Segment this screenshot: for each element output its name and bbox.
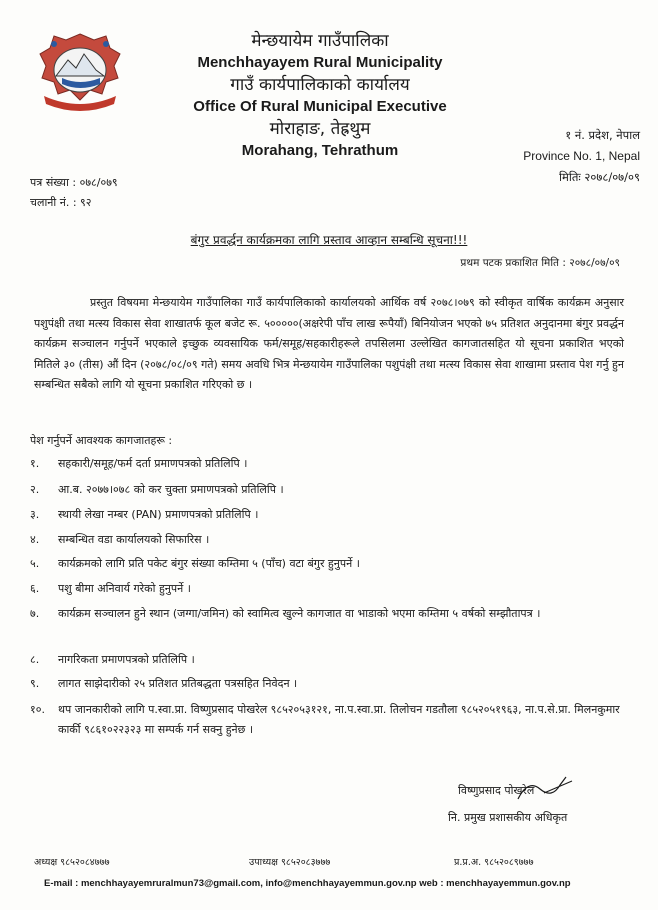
item-number: ५. xyxy=(30,557,40,570)
item-number: ३. xyxy=(30,508,40,521)
chair-contact: अध्यक्ष ९८५२०८४७७७ xyxy=(34,857,110,868)
item-number: ४. xyxy=(30,533,40,546)
requirements-heading: पेश गर्नुपर्ने आवश्यक कागजातहरू : xyxy=(30,434,173,447)
notice-subject: बंगुर प्रवर्द्धन कार्यक्रमका लागि प्रस्ताव आव्हान सम्बन्धि सूचना!!! xyxy=(190,233,468,247)
item-text: थप जानकारीको लागि प.स्वा.प्रा. विष्णुप्रसाद पोखरेल ९८५२०५३१२१, ना.प.स्वा.प्रा. तिलोचन गडतौला ९८५२०५१९६३, ना.प.से.प्रा. मिलनकुमार कार्की ९८६१०२२३२३ मा सम्पर्क गर्न सक्नु हुनेछ । xyxy=(58,703,620,736)
office-name-en: Office Of Rural Municipal Executive xyxy=(193,98,447,115)
item-number: १. xyxy=(30,457,40,470)
cao-contact: प्र.प्र.अ. ९८५२०८९७७७ xyxy=(454,857,534,868)
location-en: Morahang, Tehrathum xyxy=(241,142,399,159)
letterhead xyxy=(150,30,490,162)
item-number: ७. xyxy=(30,607,40,620)
signatory-title: नि. प्रमुख प्रशासकीय अधिकृत xyxy=(448,811,568,824)
signatory-name: विष्णुप्रसाद पोखरेल xyxy=(458,784,535,797)
item-text: स्थायी लेखा नम्बर (PAN) प्रमाणपत्रको प्रतिलिपि । xyxy=(58,508,259,521)
province-en: Province No. 1, Nepal xyxy=(523,149,640,163)
item-text: कार्यक्रम सञ्चालन हुने स्थान (जग्गा/जमिन) को स्वामित्व खुल्ने कागजात वा भाडाको भएमा कम्तिमा ५ वर्षको सम्झौतापत्र । xyxy=(58,607,541,620)
item-number: ९. xyxy=(30,677,40,690)
vice-chair-contact: उपाध्यक्ष ९८५२०८३७७७ xyxy=(249,857,331,868)
item-number: २. xyxy=(30,483,40,496)
item-text: सम्बन्धित वडा कार्यालयको सिफारिस । xyxy=(58,533,210,546)
item-text: लागत साझेदारीको २५ प्रतिशत प्रतिबद्धता पत्रसहित निवेदन । xyxy=(58,677,298,690)
emblem-logo xyxy=(34,30,126,118)
item-text: पशु बीमा अनिवार्य गरेको हुनुपर्ने । xyxy=(58,582,191,595)
office-name-np: गाउँ कार्यपालिकाको कार्यालय xyxy=(230,75,410,95)
signature-block xyxy=(448,775,578,805)
location-np: मोराहाङ, तेह्रथुम xyxy=(269,119,371,139)
item-text: सहकारी/समूह/फर्म दर्ता प्रमाणपत्रको प्रतिलिपि । xyxy=(58,457,248,470)
municipality-name-np: मेन्छयायेम गाउँपालिका xyxy=(251,31,389,51)
notice-body: प्रस्तुत विषयमा मेन्छयायेम गाउँपालिका गाउँ कार्यपालिकाको कार्यालयको आर्थिक वर्ष २०७८।०७९ को स्वीकृत वार्षिक कार्यक्रम अनुसार पशुपंक्षी तथा मत्स्य विकास सेवा शाखातर्फ कूल बजेट रू. ५०००००(अक्षरेपी पाँच लाख रूपैयाँ) बिनियोजन भएको ७५ प्रतिशत अनुदानमा बंगुर प्रवर्द्धन कार्यक्रम सञ्चालन गर्नुपर्ने भएकाले इच्छुक व्यवसायिक फर्म/समूह/सहकारीहरूले तपसिलमा उल्लेखित कागजातसहित यो सूचना प्रकाशित भएको मितिले ३० (तीस) औं दिन (२०७८/०८/०९ गते) समय अवधि भित्र मेन्छयायेम गाउँपालिका पशुपंक्षी तथा मत्स्य विकास सेवा शाखामा प्रस्ताव पेश गर्नु हुन सम्बन्धित सबैको लागि यो सूचना प्रकाशित गरिएको छ । xyxy=(34,296,624,391)
province-info xyxy=(470,125,640,188)
item-text: नागरिकता प्रमाणपत्रको प्रतिलिपि । xyxy=(58,653,195,666)
patra-sankhya: पत्र संख्या : ०७८/०७९ xyxy=(30,176,118,189)
footer-emails: E-mail : menchhayayemruralmun73@gmail.com, info@menchhayayemmun.gov.np web : menchhayayemmun.gov.np xyxy=(44,878,571,889)
letter-meta xyxy=(30,173,118,213)
municipality-name-en: Menchhayayem Rural Municipality xyxy=(197,54,443,71)
chalani-number: चलानी नं. : ९२ xyxy=(30,196,92,209)
item-number: ६. xyxy=(30,582,40,595)
item-number: १०. xyxy=(30,703,45,716)
letter-date: मितिः २०७८/०७/०९ xyxy=(559,170,640,184)
item-number: ८. xyxy=(30,653,40,666)
published-date: प्रथम पटक प्रकाशित मिति : २०७८/०७/०९ xyxy=(460,257,620,269)
item-text: आ.ब. २०७७।०७८ को कर चुक्ता प्रमाणपत्रको प्रतिलिपि । xyxy=(58,483,284,496)
province-np: १ नं. प्रदेश, नेपाल xyxy=(565,128,640,142)
item-text: कार्यक्रमको लागि प्रति पकेट बंगुर संख्या कम्तिमा ५ (पाँच) वटा बंगुर हुनुपर्ने । xyxy=(58,557,360,570)
nepal-emblem-icon xyxy=(34,30,126,118)
